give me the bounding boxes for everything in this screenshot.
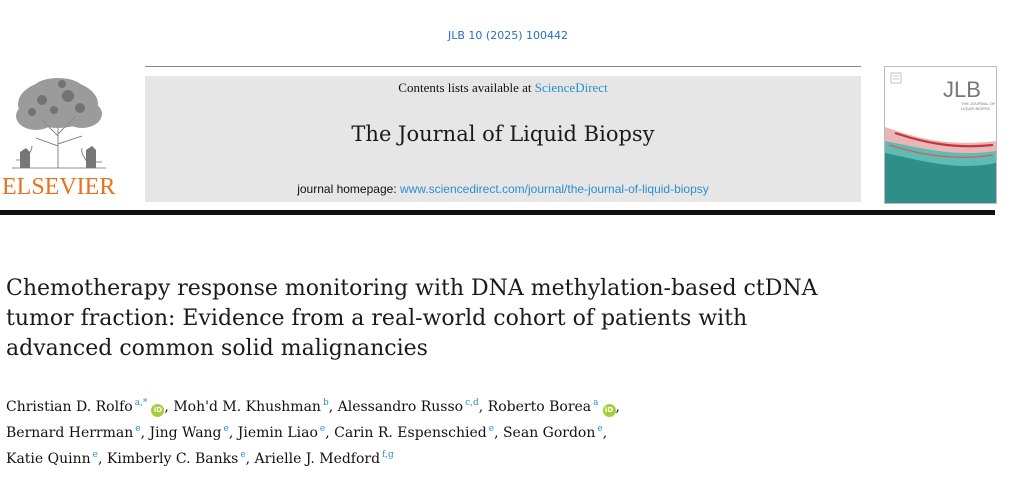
orcid-icon[interactable]: iD bbox=[603, 404, 616, 417]
author-name[interactable]: Moh'd M. Khushman bbox=[173, 399, 321, 415]
publisher-logo[interactable] bbox=[0, 74, 142, 204]
cover-logo: JLB bbox=[943, 77, 981, 102]
author-line bbox=[6, 392, 1006, 418]
author-name[interactable]: Jing Wang bbox=[149, 425, 222, 441]
author-affiliation[interactable]: a,* bbox=[134, 398, 148, 408]
sciencedirect-link[interactable]: ScienceDirect bbox=[534, 80, 608, 95]
author-separator: , bbox=[494, 425, 503, 441]
author-name[interactable]: Sean Gordon bbox=[502, 425, 596, 441]
author-name[interactable]: Alessandro Russo bbox=[337, 399, 464, 415]
article-title-line: advanced common solid malignancies bbox=[6, 336, 428, 361]
author-affiliation[interactable]: e bbox=[240, 450, 246, 460]
header-bottom-rule bbox=[0, 210, 995, 215]
journal-cover[interactable] bbox=[884, 66, 997, 204]
author-separator: , bbox=[325, 425, 335, 441]
author-separator: , bbox=[478, 399, 488, 415]
author-name[interactable]: Carin R. Espenschied bbox=[334, 425, 487, 441]
author-affiliation[interactable]: e bbox=[597, 424, 603, 434]
article-title bbox=[6, 274, 876, 364]
author-separator: , bbox=[602, 425, 608, 441]
journal-header bbox=[145, 76, 861, 202]
author-affiliation[interactable]: f,g bbox=[382, 450, 394, 460]
journal-cover-image bbox=[885, 67, 996, 203]
author-name[interactable]: Roberto Borea bbox=[487, 399, 592, 415]
author-name[interactable]: Bernard Herrman bbox=[6, 425, 134, 441]
author-separator: , bbox=[245, 451, 255, 467]
header-top-rule bbox=[145, 66, 861, 67]
author-line bbox=[6, 418, 1006, 444]
homepage-line bbox=[145, 182, 861, 196]
article-title-line: tumor fraction: Evidence from a real-world cohort of patients with bbox=[6, 306, 748, 331]
author-affiliation[interactable]: a bbox=[593, 398, 599, 408]
author-list bbox=[6, 392, 1006, 470]
author-affiliation[interactable]: b bbox=[322, 398, 329, 408]
article-title-line: Chemotherapy response monitoring with DNA methylation-based ctDNA bbox=[6, 276, 818, 301]
author-name[interactable]: Arielle J. Medford bbox=[254, 451, 381, 467]
orcid-icon[interactable]: iD bbox=[151, 404, 164, 417]
cover-subtitle-line2: LIQUID BIOPSY bbox=[961, 106, 991, 111]
author-line bbox=[6, 444, 1006, 470]
author-affiliation[interactable]: e bbox=[223, 424, 229, 434]
author-name[interactable]: Jiemin Liao bbox=[237, 425, 318, 441]
elsevier-tree-icon bbox=[2, 76, 114, 172]
author-affiliation[interactable]: e bbox=[488, 424, 495, 434]
author-affiliation[interactable]: e bbox=[92, 450, 98, 460]
author-affiliation[interactable]: e bbox=[135, 424, 141, 434]
cover-subtitle-line1: THE JOURNAL OF bbox=[961, 101, 996, 106]
author-name[interactable]: Christian D. Rolfo bbox=[6, 399, 133, 415]
elsevier-wordmark: ELSEVIER bbox=[2, 174, 116, 200]
author-name[interactable]: Katie Quinn bbox=[6, 451, 91, 467]
contents-prefix: Contents lists available at bbox=[398, 80, 535, 95]
journal-title: The Journal of Liquid Biopsy bbox=[351, 122, 655, 146]
author-separator: , bbox=[140, 425, 150, 441]
author-separator: , bbox=[615, 399, 620, 415]
author-name[interactable]: Kimberly C. Banks bbox=[106, 451, 239, 467]
author-separator: , bbox=[228, 425, 238, 441]
citation-link[interactable]: JLB 10 (2025) 100442 bbox=[448, 29, 568, 42]
homepage-prefix: journal homepage: bbox=[297, 182, 400, 196]
author-affiliation[interactable]: c,d bbox=[465, 398, 479, 408]
contents-line bbox=[145, 80, 861, 96]
author-separator: , bbox=[328, 399, 338, 415]
journal-homepage-link[interactable]: www.sciencedirect.com/journal/the-journal-of-liquid-biopsy bbox=[399, 182, 709, 196]
author-affiliation[interactable]: e bbox=[319, 424, 326, 434]
author-separator: , bbox=[97, 451, 107, 467]
author-separator: , bbox=[164, 399, 174, 415]
